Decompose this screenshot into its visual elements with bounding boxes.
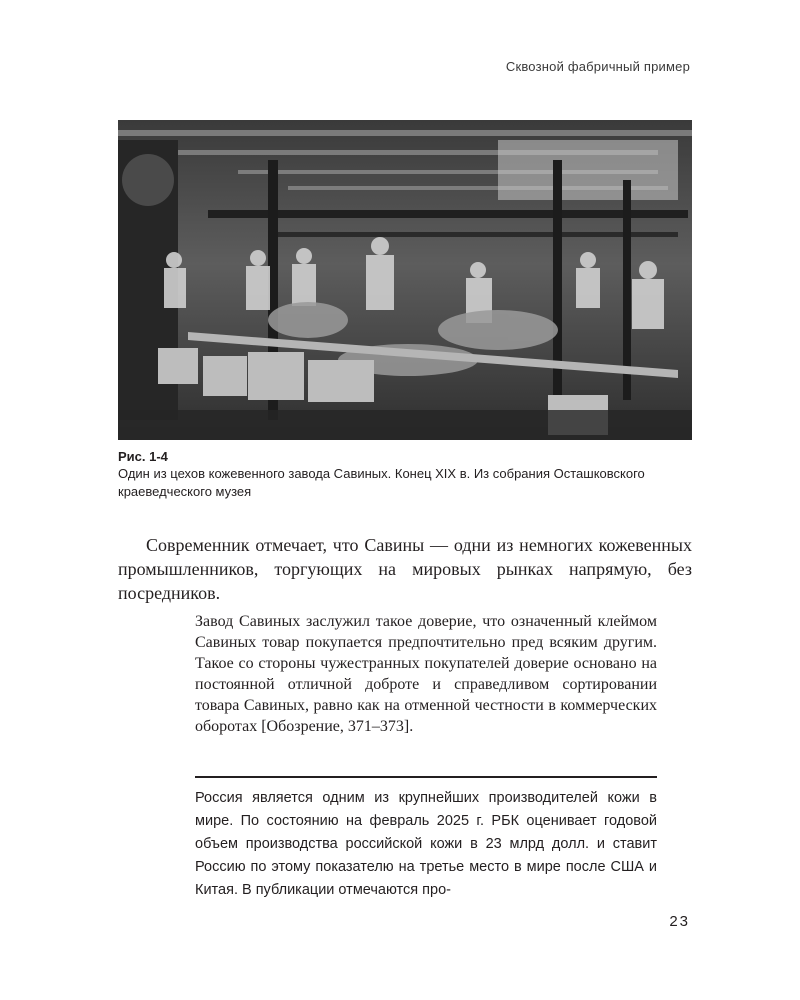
sidebar-text: Россия является одним из крупнейших производителей кожи в мире. По состоянию на февраль 2025 г. РБК оценивает годовой объем производства российской кожи в 23 млрд долл. и ставит Россию по этому показателю на третье место в мире после США и Китая. В публикации отмечаются про- (195, 790, 657, 898)
tannery-workshop-photo (118, 120, 692, 440)
page-number: 23 (669, 913, 690, 930)
figure-caption: Один из цехов кожевенного завода Савиных. Конец XIX в. Из собрания Осташковского краеведческого музея (118, 466, 645, 499)
sidebar-divider (195, 776, 657, 778)
figure-label: Рис. 1-4 (118, 449, 168, 464)
running-header: Сквозной фабричный пример (505, 59, 690, 74)
block-quote: Завод Савиных заслужил такое доверие, что означенный клеймом Савиных товар покупается предпочтительно пред всяким другим. Такое со стороны чужестранных покупателей доверие основано на постоянной отличной доброте и справедливом сортировании товара Савиных, равно как на отменной честности в коммерческих оборотах [Обозрение, 371–373]. (195, 613, 657, 735)
body-paragraph: Современник отмечает, что Савины — одни из немногих кожевенных промышленников, торгующих на мировых рынках напрямую, без посредников. (118, 535, 692, 603)
